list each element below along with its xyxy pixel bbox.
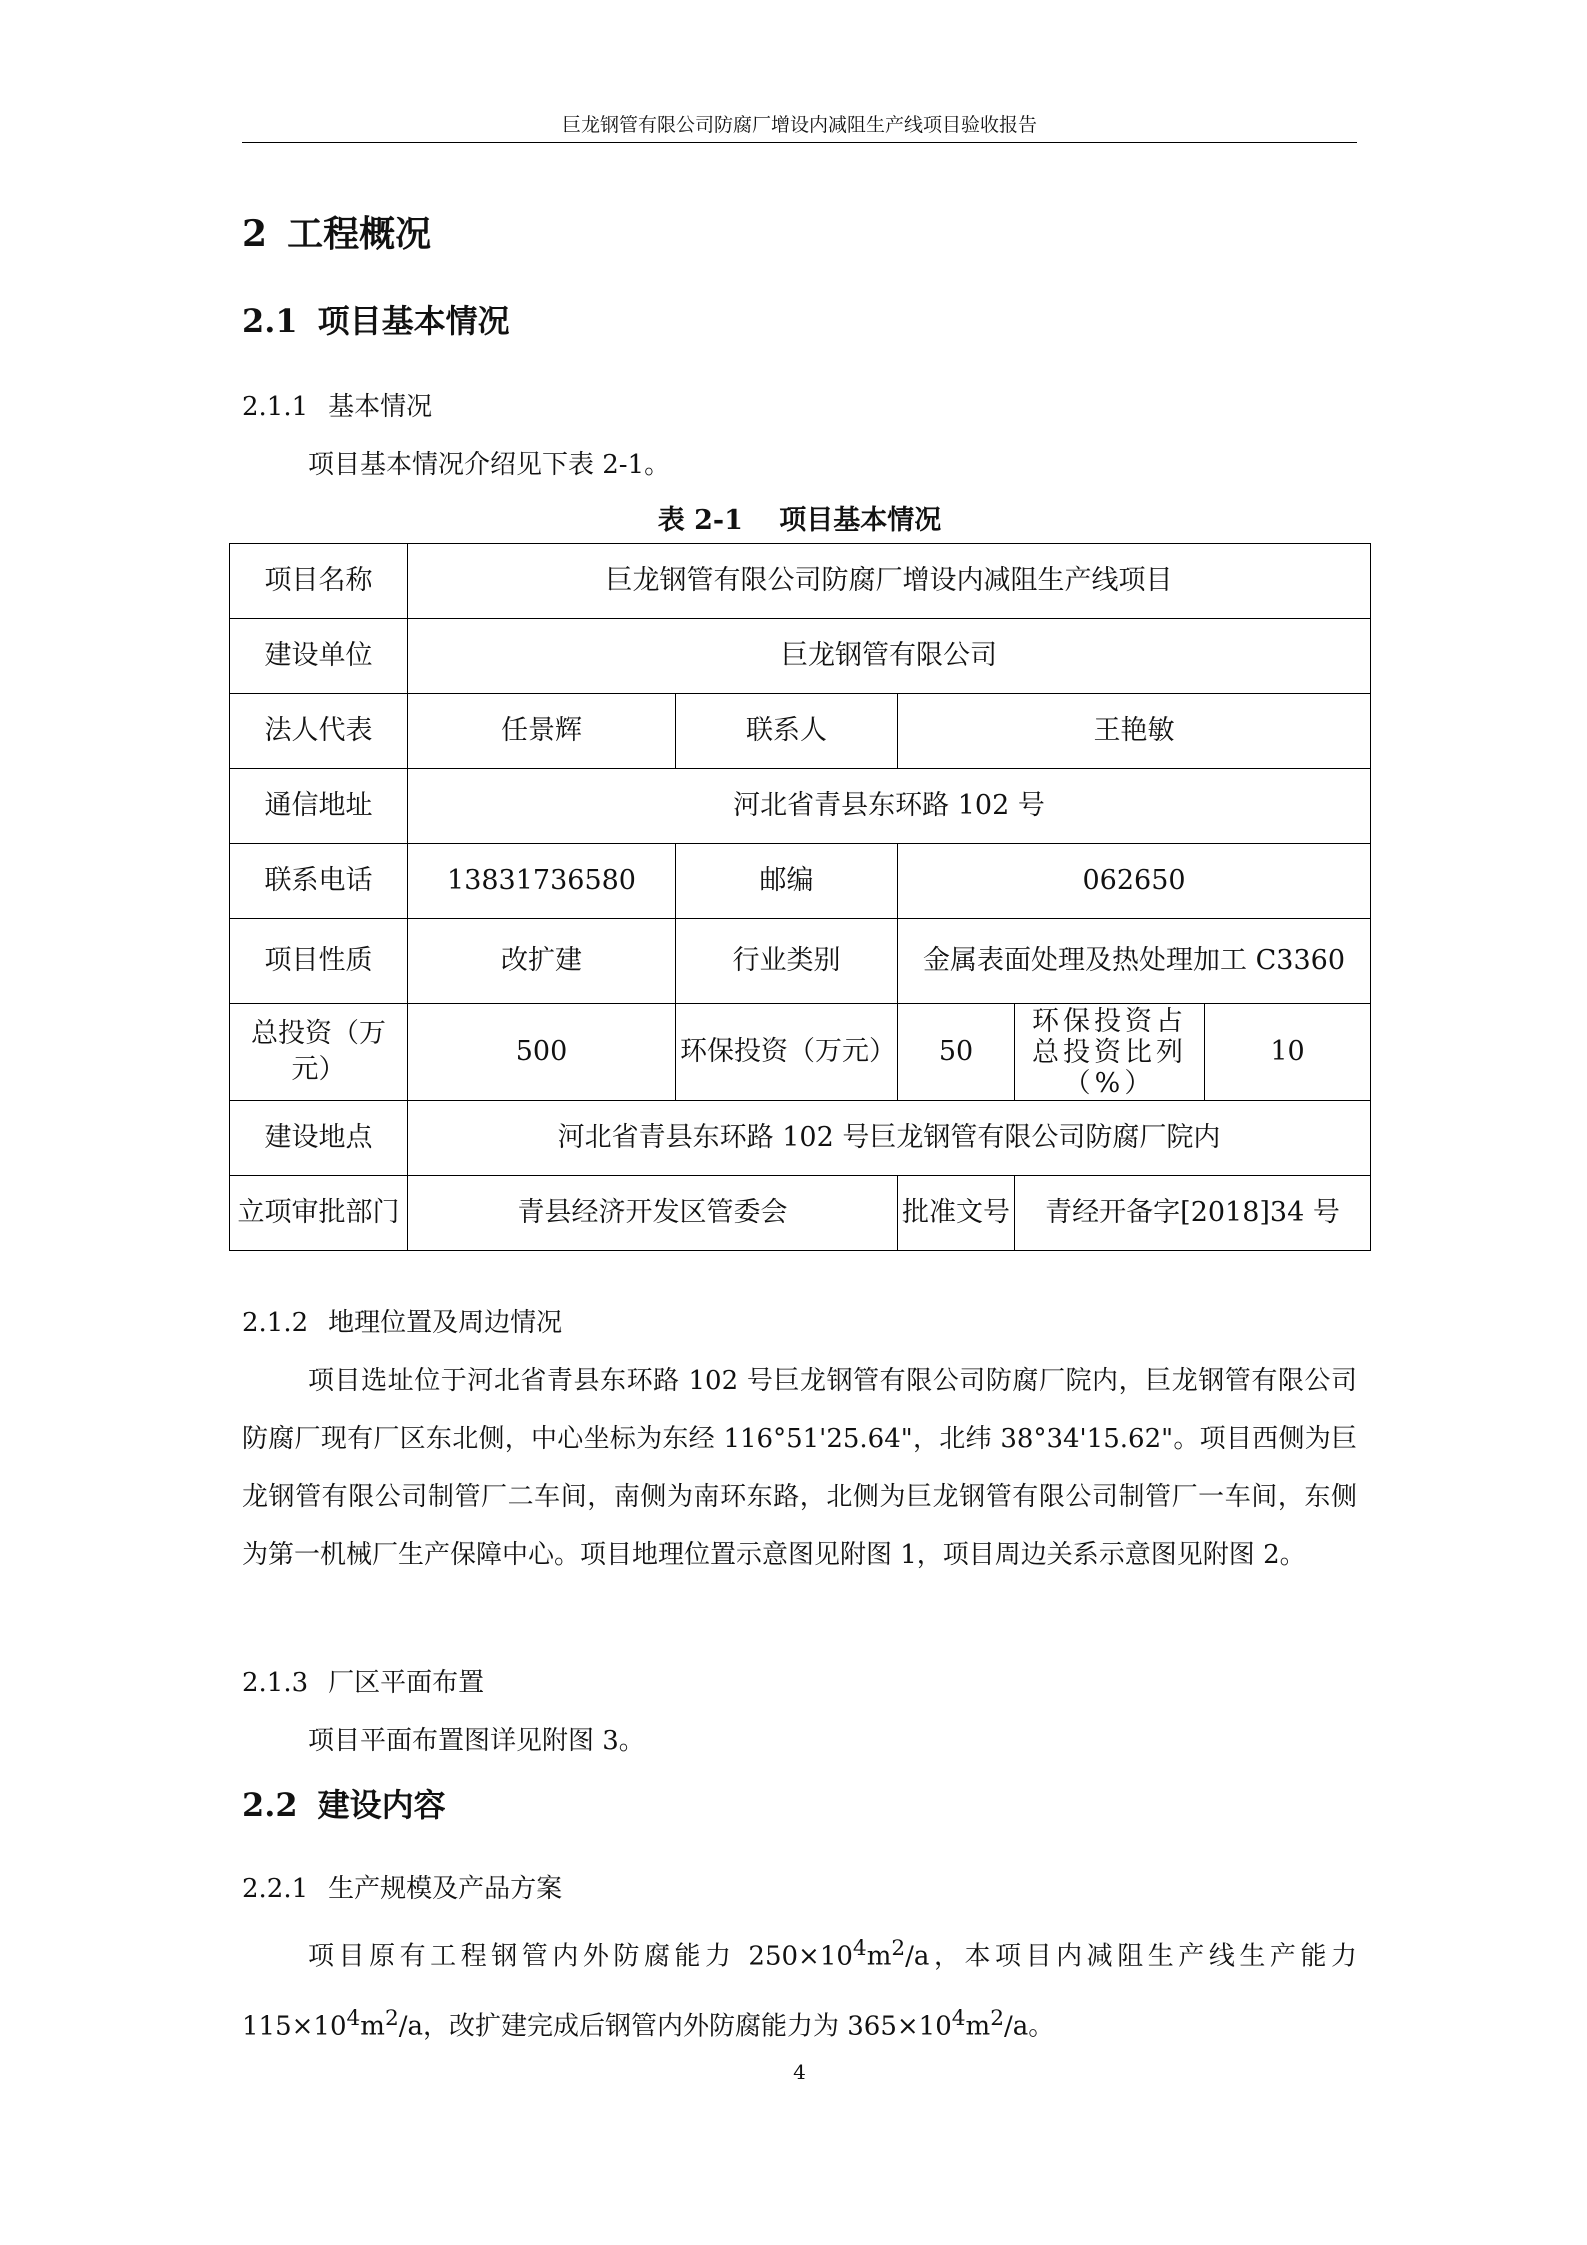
section-number: 2.1 <box>242 302 298 340</box>
section-2-heading <box>242 206 431 257</box>
section-title: 项目基本情况 <box>317 302 510 340</box>
capacity-text: 项目原有工程钢管内外防腐能力 250×10 <box>308 1941 853 1972</box>
table-row <box>230 844 1371 919</box>
section-2-1-1-heading <box>242 386 432 423</box>
section-title: 基本情况 <box>328 392 433 422</box>
exponent: 4 <box>346 2005 361 2031</box>
env-ratio-value: 10 <box>1205 1004 1371 1101</box>
contact-label: 联系人 <box>676 694 898 769</box>
section-title: 厂区平面布置 <box>328 1668 485 1698</box>
section-number: 2.1.3 <box>242 1668 309 1698</box>
table-row <box>230 919 1371 1004</box>
approval-no-value: 青经开备字[2018]34 号 <box>1015 1176 1371 1251</box>
section-2-2-heading <box>242 1780 446 1826</box>
env-invest-label: 环保投资（万元） <box>676 1004 898 1101</box>
contact-value: 王艳敏 <box>898 694 1371 769</box>
section-2-1-2-heading <box>242 1302 562 1339</box>
section-number: 2.1.2 <box>242 1308 309 1338</box>
location-paragraph: 项目选址位于河北省青县东环路 102 号巨龙钢管有限公司防腐厂院内，巨龙钢管有限公司防腐厂现有厂区东北侧，中心坐标为东经 116°51'25.64"，北纬 38°34'15.62"。项目西侧为巨龙钢管有限公司制管厂二车间，南侧为南环东路，北侧为巨龙钢管有限公司制管厂一车间，东侧为第一机械厂生产保障中心。项目地理位置示意图见附图 1，项目周边关系示意图见附图 2。 <box>242 1366 1357 1570</box>
industry-value: 金属表面处理及热处理加工 C3360 <box>898 919 1371 1004</box>
table-row <box>230 544 1371 619</box>
table-row <box>230 1176 1371 1251</box>
phone-label: 联系电话 <box>230 844 408 919</box>
site-value: 河北省青县东环路 102 号巨龙钢管有限公司防腐厂院内 <box>408 1101 1371 1176</box>
approval-no-label: 批准文号 <box>898 1176 1015 1251</box>
total-invest-label: 总投资（万元） <box>230 1004 408 1101</box>
legal-rep-value: 任景辉 <box>408 694 676 769</box>
section-title: 生产规模及产品方案 <box>328 1874 563 1904</box>
postcode-label: 邮编 <box>676 844 898 919</box>
section-title: 工程概况 <box>287 213 432 255</box>
project-name-value: 巨龙钢管有限公司防腐厂增设内减阻生产线项目 <box>408 544 1371 619</box>
builder-label: 建设单位 <box>230 619 408 694</box>
industry-label: 行业类别 <box>676 919 898 1004</box>
approval-dept-label: 立项审批部门 <box>230 1176 408 1251</box>
unit-text: m <box>866 1941 892 1972</box>
project-info-table <box>229 543 1371 1251</box>
table-row <box>230 1004 1371 1101</box>
exponent: 4 <box>852 1936 867 1961</box>
capacity-text: /a，本项目内减阻生产线生产能力 115×10 <box>242 1941 1358 2042</box>
unit-text: m <box>360 2011 385 2042</box>
project-name-label: 项目名称 <box>230 544 408 619</box>
table-intro-paragraph: 项目基本情况介绍见下表 2-1。 <box>308 450 671 480</box>
capacity-text: /a，改扩建完成后钢管内外防腐能力为 365×10 <box>398 2011 952 2042</box>
site-label: 建设地点 <box>230 1101 408 1176</box>
capacity-paragraph <box>242 1918 1357 2057</box>
legal-rep-label: 法人代表 <box>230 694 408 769</box>
section-number: 2.2 <box>242 1786 298 1824</box>
env-invest-value: 50 <box>898 1004 1015 1101</box>
table-row <box>230 619 1371 694</box>
exponent: 4 <box>951 2005 966 2031</box>
builder-value: 巨龙钢管有限公司 <box>408 619 1371 694</box>
page-number: 4 <box>793 2060 806 2084</box>
address-value: 河北省青县东环路 102 号 <box>408 769 1371 844</box>
layout-paragraph: 项目平面布置图详见附图 3。 <box>308 1726 645 1756</box>
approval-dept-value: 青县经济开发区管委会 <box>408 1176 898 1251</box>
nature-value: 改扩建 <box>408 919 676 1004</box>
env-ratio-label: 环保投资占总投资比列（%） <box>1015 1004 1205 1101</box>
total-invest-value: 500 <box>408 1004 676 1101</box>
page-header: 巨龙钢管有限公司防腐厂增设内减阻生产线项目验收报告 <box>242 108 1357 143</box>
section-number: 2 <box>242 213 268 255</box>
section-title: 建设内容 <box>317 1786 446 1824</box>
table-row <box>230 694 1371 769</box>
exponent: 2 <box>384 2005 399 2031</box>
exponent: 2 <box>891 1936 906 1961</box>
nature-label: 项目性质 <box>230 919 408 1004</box>
table-row <box>230 769 1371 844</box>
section-number: 2.1.1 <box>242 392 309 422</box>
phone-value: 13831736580 <box>408 844 676 919</box>
section-number: 2.2.1 <box>242 1874 309 1904</box>
table-row <box>230 1101 1371 1176</box>
unit-text: m <box>965 2011 991 2042</box>
address-label: 通信地址 <box>230 769 408 844</box>
exponent: 2 <box>990 2005 1004 2031</box>
section-2-2-1-heading <box>242 1868 562 1905</box>
section-2-1-heading <box>242 296 510 342</box>
section-2-1-3-heading <box>242 1662 484 1699</box>
section-title: 地理位置及周边情况 <box>328 1308 563 1338</box>
capacity-text: /a。 <box>1003 2011 1055 2042</box>
postcode-value: 062650 <box>898 844 1371 919</box>
table-caption: 表 2-1 项目基本情况 <box>657 505 942 536</box>
